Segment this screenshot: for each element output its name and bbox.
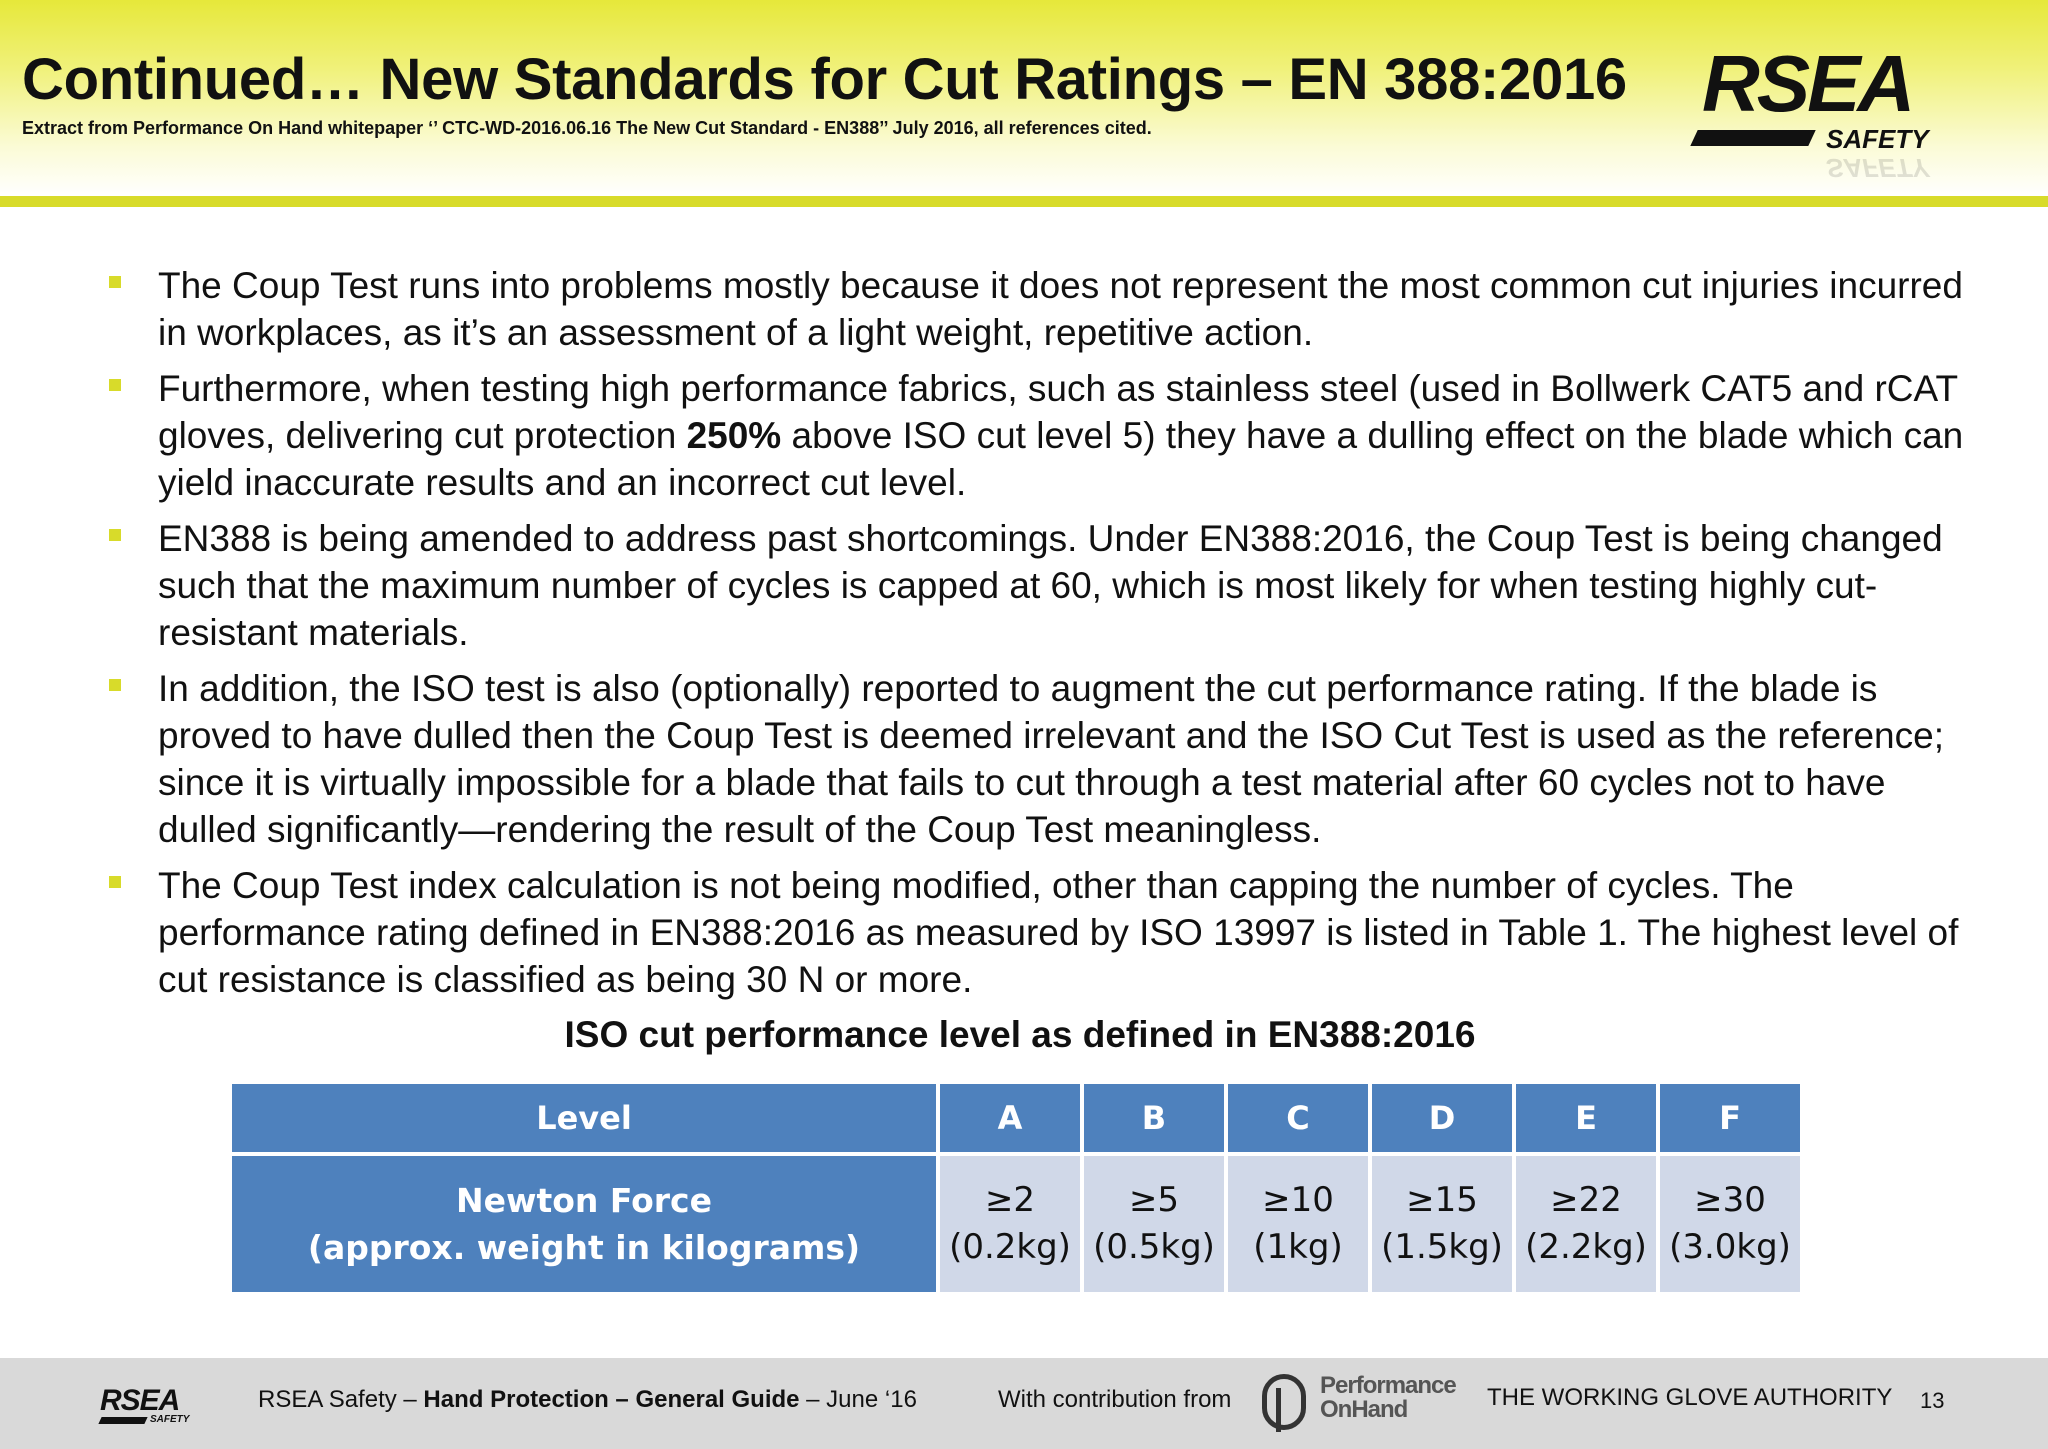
bullet-square-icon [109, 876, 121, 888]
weight-value: (0.5kg) [1093, 1227, 1215, 1267]
header-cell-c: C [1228, 1084, 1368, 1152]
footer-guide-text [258, 1386, 917, 1414]
force-value: ≥5 [1128, 1180, 1180, 1220]
bullet-text: above ISO cut level 5) they have a dulling effect on the blade which can yield inaccurate results and an incorrect cut level. [158, 415, 1964, 503]
rsea-logo [1694, 39, 1950, 184]
page-subtitle: Extract from Performance On Hand whitepaper ‘’ CTC-WD-2016.06.16 The New Cut Standard - EN388’’ July 2016, all references cited. [22, 118, 1152, 138]
bullet-item [104, 862, 1984, 1003]
force-value: ≥10 [1262, 1180, 1334, 1220]
weight-value: (0.2kg) [949, 1227, 1071, 1267]
bullet-text: The Coup Test index calculation is not being modified, other than capping the number of cycles. The performance rating defined in EN388:2016 as measured by ISO 13997 is listed in Table 1. The highest level of cut resistance is classified as being 30 N or more. [158, 865, 1959, 1000]
bullet-square-icon [109, 379, 121, 391]
page-title: Continued… New Standards for Cut Ratings – EN 388:2016 [22, 47, 1627, 112]
table-cell [1516, 1156, 1656, 1292]
partner-name-line1: Performance [1320, 1372, 1456, 1399]
logo-tagline-reflection: SAFETY [1826, 153, 1929, 183]
footer-logo-stripe [98, 1417, 147, 1424]
header-cell-f: F [1660, 1084, 1800, 1152]
bullet-text: Furthermore, when testing high performance fabrics, such as stainless steel (used in Bollwerk CAT5 and rCAT gloves, delivering cut protection [158, 368, 1958, 456]
bullet-item [104, 665, 1984, 853]
bullet-emphasis: 250% [686, 415, 782, 456]
header-cell-level: Level [232, 1084, 936, 1152]
bullet-square-icon [109, 679, 121, 691]
bullet-text: In addition, the ISO test is also (optionally) reported to augment the cut performance rating. If the blade is proved to have dulled then the Coup Test is deemed irrelevant and the ISO Cut Test is used as the reference; since it is virtually impossible for a blade that fails to cut through a test material after 60 cycles not to have dulled significantly—rendering the result of the Coup Test meaningless. [158, 668, 1944, 850]
force-value: ≥30 [1694, 1180, 1766, 1220]
footer-logo-wordmark: RSEA [100, 1384, 180, 1417]
weight-value: (2.2kg) [1525, 1227, 1647, 1267]
table-title: ISO cut performance level as defined in EN388:2016 [564, 1014, 1476, 1055]
bullet-square-icon [109, 529, 121, 541]
bullet-square-icon [109, 276, 121, 288]
weight-value: (1.5kg) [1381, 1227, 1503, 1267]
cut-level-table [228, 1080, 1804, 1296]
logo-stripe [1690, 130, 1815, 146]
force-value: ≥22 [1550, 1180, 1622, 1220]
p-circle-icon [1262, 1374, 1306, 1430]
force-value: ≥15 [1406, 1180, 1478, 1220]
performance-onhand-logo [1262, 1368, 1462, 1440]
bullet-list [104, 262, 1984, 1012]
header-cell-d: D [1372, 1084, 1512, 1152]
page-number: 13 [1920, 1388, 1945, 1413]
footer-rsea-logo [100, 1384, 200, 1434]
header-cell-a: A [940, 1084, 1080, 1152]
footer [0, 1358, 2048, 1449]
table-cell [1660, 1156, 1800, 1292]
table-cell [1084, 1156, 1224, 1292]
force-value: ≥2 [984, 1180, 1036, 1220]
row-label-newton-force [232, 1156, 936, 1292]
footer-text-prefix: RSEA Safety – [258, 1386, 424, 1413]
table-cell [1228, 1156, 1368, 1292]
logo-tagline: SAFETY [1826, 124, 1929, 154]
logo-wordmark: RSEA [1702, 39, 1913, 128]
table-cell [940, 1156, 1080, 1292]
table-header-row [232, 1084, 1800, 1152]
header-cell-b: B [1084, 1084, 1224, 1152]
row-label-line: Newton Force [455, 1181, 712, 1220]
table-row [232, 1156, 1800, 1292]
header-cell-e: E [1516, 1084, 1656, 1152]
bullet-item [104, 262, 1984, 356]
header-divider [0, 196, 2048, 207]
footer-logo-tagline: SAFETY [150, 1414, 190, 1425]
bullet-item [104, 515, 1984, 656]
table-cell [1372, 1156, 1512, 1292]
weight-value: (1kg) [1253, 1227, 1343, 1267]
partner-name-line2: OnHand [1320, 1396, 1408, 1423]
p-stem-icon [1276, 1388, 1281, 1432]
row-label-line: (approx. weight in kilograms) [307, 1228, 861, 1267]
footer-contribution-text: With contribution from [998, 1386, 1232, 1413]
weight-value: (3.0kg) [1669, 1227, 1791, 1267]
footer-authority-text: THE WORKING GLOVE AUTHORITY [1487, 1384, 1893, 1411]
footer-text-bold: Hand Protection – General Guide [423, 1386, 800, 1413]
bullet-text: The Coup Test runs into problems mostly because it does not represent the most common cut injuries incurred in workplaces, as it’s an assessment of a light weight, repetitive action. [158, 265, 1963, 353]
footer-text-suffix: – June ‘16 [799, 1386, 917, 1413]
bullet-text: EN388 is being amended to address past shortcomings. Under EN388:2016, the Coup Test is being changed such that the maximum number of cycles is capped at 60, which is most likely for when testing highly cut-resistant materials. [158, 518, 1943, 653]
bullet-item [104, 365, 1984, 506]
